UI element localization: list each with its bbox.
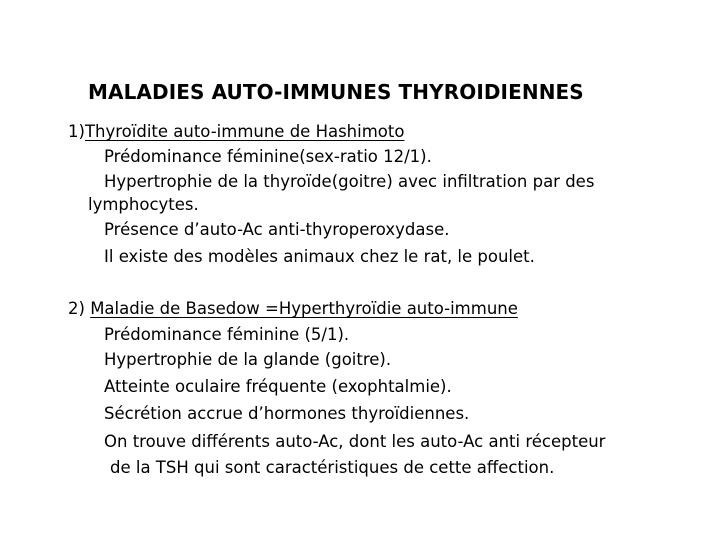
section1-line-1: Prédominance féminine(sex-ratio 12/1). bbox=[104, 147, 432, 166]
section2-line-6: de la TSH qui sont caractéristiques de cette affection. bbox=[110, 458, 555, 477]
section1-line-5: Il existe des modèles animaux chez le rat, le poulet. bbox=[104, 247, 535, 266]
section1-header bbox=[68, 120, 404, 143]
section2-line-1: Prédominance féminine (5/1). bbox=[104, 325, 350, 344]
section2-line-4: Sécrétion accrue d’hormones thyroïdiennes. bbox=[104, 404, 470, 423]
section2-line-5: On trouve différents auto-Ac, dont les auto-Ac anti récepteur bbox=[104, 432, 606, 451]
section2-line-3: Atteinte oculaire fréquente (exophtalmie). bbox=[104, 377, 452, 396]
section2-number: 2) bbox=[68, 299, 91, 318]
section2-header bbox=[68, 297, 518, 320]
section1-number: 1) bbox=[68, 122, 85, 141]
slide-title: MALADIES AUTO-IMMUNES THYROIDIENNES bbox=[88, 80, 584, 104]
section1-line-2: Hypertrophie de la thyroïde(goitre) avec infiltration par des bbox=[104, 172, 595, 191]
section1-line-3: lymphocytes. bbox=[88, 195, 199, 214]
section2-heading: Maladie de Basedow =Hyperthyroïdie auto-immune bbox=[90, 299, 518, 318]
section1-heading: Thyroïdite auto-immune de Hashimoto bbox=[84, 122, 405, 141]
section2-line-2: Hypertrophie de la glande (goitre). bbox=[104, 350, 392, 369]
section1-line-4: Présence d’auto-Ac anti-thyroperoxydase. bbox=[104, 220, 450, 239]
